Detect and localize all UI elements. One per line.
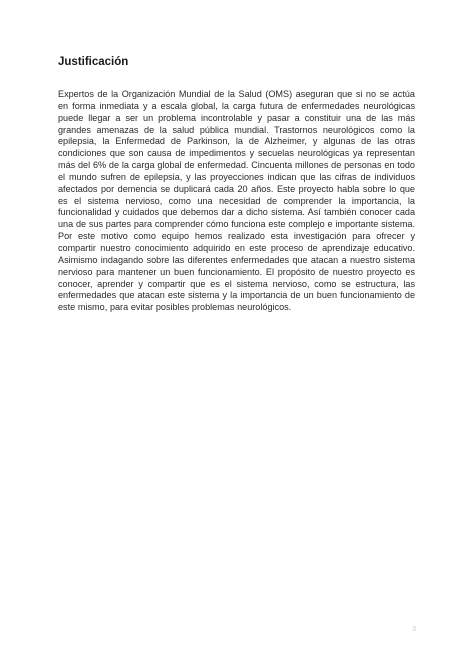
text-fade-overlay — [50, 330, 230, 346]
section-heading: Justificación — [58, 56, 129, 68]
body-paragraph: Expertos de la Organización Mundial de la Salud (OMS) aseguran que si no se actúa en forma inmediata y a escala global, la carga futura de enfermedades neurológicas puede llegar a ser un problema incontrolable y pasar a constituir una de las más grandes amenazas de la salud pública mundial. Trastornos neurológicos como la epilepsia, la Enfermedad de Parkinson, la de Alzheimer, y algunas de las otras condiciones que son causa de impedimentos y secuelas neurológicas ya representan más del 6% de la carga global de enfermedad. Cincuenta millones de personas en todo el mundo sufren de epilepsia, y las proyecciones indican que las cifras de individuos afectados por demencia se duplicará cada 20 años. Este proyecto habla sobre lo que es el sistema nervioso, como una necesidad de comprender la importancia, la funcionalidad y cuidados que debemos dar a dicho sistema. Así también conocer cada una de sus partes para comprender cómo funciona este complejo e importante sistema. Por este motivo como equipo hemos realizado esta investigación para ofrecer y compartir nuestro conocimiento adquirido en este proceso de aprendizaje educativo. Asimismo indagando sobre las diferentes enfermedades que atacan a nuestro sistema nervioso para mantener un buen funcionamiento. El propósito de nuestro proyecto es conocer, aprender y compartir que es el sistema nervioso, como se estructura, las enfermedades que atacan este sistema y la importancia de un buen funcionamiento de este mismo, para evitar posibles problemas neurológicos. — [58, 89, 415, 313]
page-number: 3 — [412, 626, 416, 633]
